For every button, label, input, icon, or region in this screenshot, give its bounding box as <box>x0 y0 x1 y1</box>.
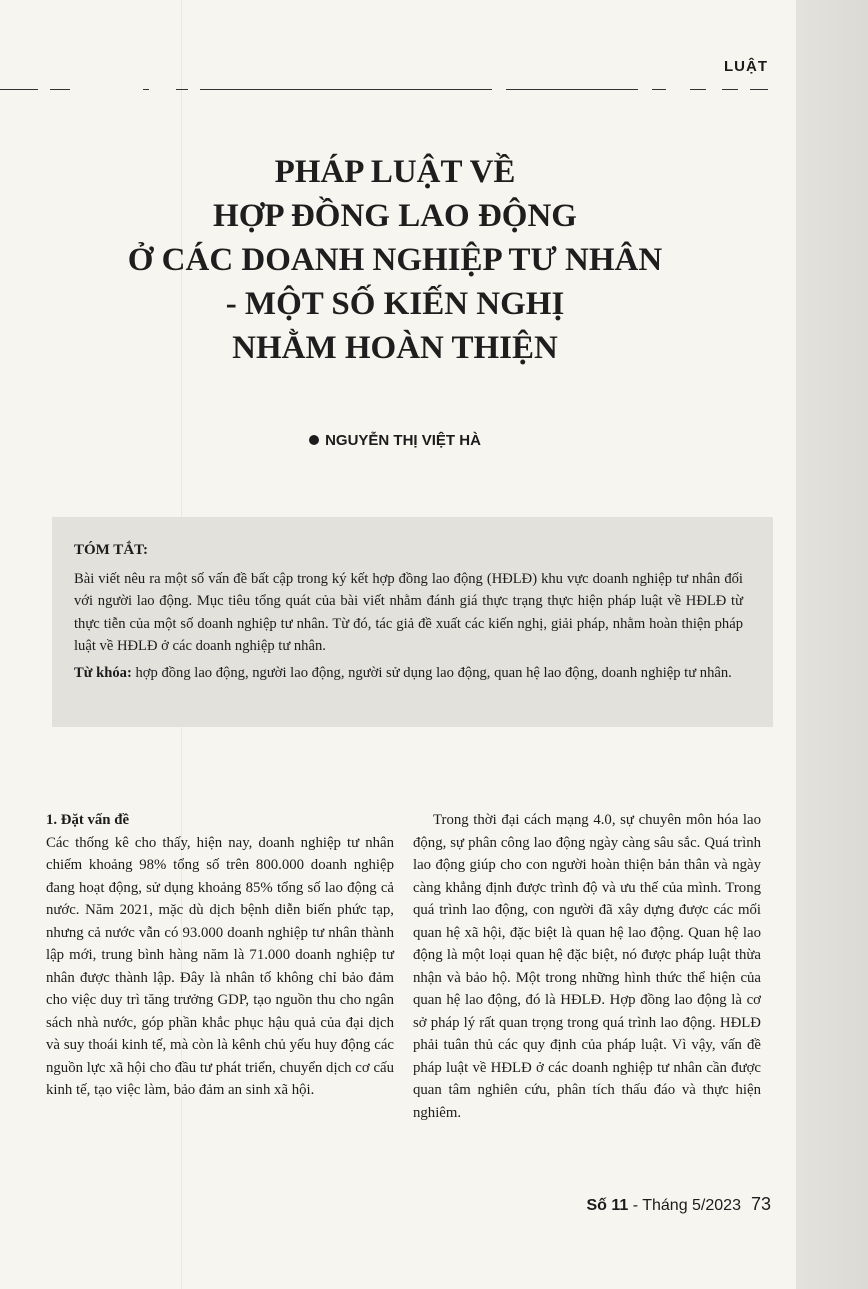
issue-number: Số 11 <box>586 1197 629 1214</box>
abstract-body: Bài viết nêu ra một số vấn đề bất cập trong ký kết hợp đồng lao động (HĐLĐ) khu vực doanh nghiệp tư nhân đối với người lao động. Mục tiêu tổng quát của bài viết nhằm đánh giá thực trạng thực hiện pháp luật về HĐLĐ từ thực tiễn của một số doanh nghiệp tư nhân. Từ đó, tác giả đề xuất các kiến nghị, giải pháp, nhằm hoàn thiện pháp luật về HĐLĐ ở các doanh nghiệp tư nhân. <box>74 570 743 654</box>
section-label: LUẬT <box>724 58 768 75</box>
bullet-icon <box>309 435 319 445</box>
abstract-box <box>52 517 773 727</box>
title-line-2: HỢP ĐỒNG LAO ĐỘNG <box>213 198 577 234</box>
page-footer <box>586 1194 771 1215</box>
paragraph-left: Các thống kê cho thấy, hiện nay, doanh nghiệp tư nhân chiếm khoảng 98% tổng số trên 800.000 doanh nghiệp đang hoạt động, sử dụng khoảng 85% tổng số lao động cả nước. Năm 2021, mặc dù dịch bệnh diễn biến phức tạp, nhưng cả nước vẫn có 93.000 doanh nghiệp tư nhân thành lập mới, trung bình hàng năm là 71.000 doanh nghiệp tư nhân được thành lập. Đây là nhân tố không chỉ bảo đảm cho việc duy trì tăng trưởng GDP, tạo nguồn thu cho ngân sách nhà nước, góp phần khắc phục hậu quả của đại dịch và suy thoái kinh tế, mà còn là kênh chủ yếu huy động các nguồn lực xã hội cho đầu tư phát triển, chuyển dịch cơ cấu kinh tế, tạo việc làm, bảo đảm an sinh xã hội. <box>46 834 394 1098</box>
author-line <box>0 432 790 449</box>
keywords <box>74 662 743 685</box>
paragraph-right: Trong thời đại cách mạng 4.0, sự chuyên môn hóa lao động, sự phân công lao động ngày càng sâu sắc. Quá trình lao động giúp cho con người hoàn thiện bản thân và ngày càng khẳng định được trình độ và ưu thế của mình. Trong quá trình lao động, con người đã xây dựng được các mối quan hệ xã hội, đặc biệt là quan hệ lao động. Quan hệ lao động là một loại quan hệ đặc biệt, nó được pháp luật thừa nhận và bảo hộ. Một trong những hình thức thể hiện của quan hệ lao động, đó là HĐLĐ. Hợp đồng lao động là cơ sở pháp lý rất quan trọng trong quá trình lao động. HĐLĐ phải tuân thủ các quy định của pháp luật. Vì vậy, vấn đề pháp luật về HĐLĐ ở các doanh nghiệp tư nhân cần được quan tâm nghiên cứu, phân tích thấu đáo và thực hiện nghiêm. <box>413 812 761 1121</box>
title-line-1: PHÁP LUẬT VỀ <box>274 154 516 190</box>
page-number: 73 <box>750 1194 771 1214</box>
title-line-5: NHẰM HOÀN THIỆN <box>232 330 558 366</box>
keywords-text: hợp đồng lao động, người lao động, người sử dụng lao động, quan hệ lao động, doanh nghiệp tư nhân. <box>135 664 732 681</box>
keywords-label: Từ khóa: <box>74 664 132 681</box>
issue-date: Tháng 5/2023 <box>642 1197 741 1214</box>
article-title <box>60 150 730 370</box>
section-heading: 1. Đặt vấn đề <box>46 812 130 828</box>
abstract-heading: TÓM TẮT: <box>74 542 149 558</box>
footer-separator: - <box>628 1197 643 1214</box>
body-column-right <box>413 809 761 1124</box>
title-line-3: Ở CÁC DOANH NGHIỆP TƯ NHÂN <box>127 242 663 278</box>
body-column-left <box>46 809 394 1102</box>
page-edge-strip <box>796 0 868 1289</box>
title-line-4: - MỘT SỐ KIẾN NGHỊ <box>225 286 565 322</box>
author-name: NGUYỄN THỊ VIỆT HÀ <box>325 432 481 449</box>
